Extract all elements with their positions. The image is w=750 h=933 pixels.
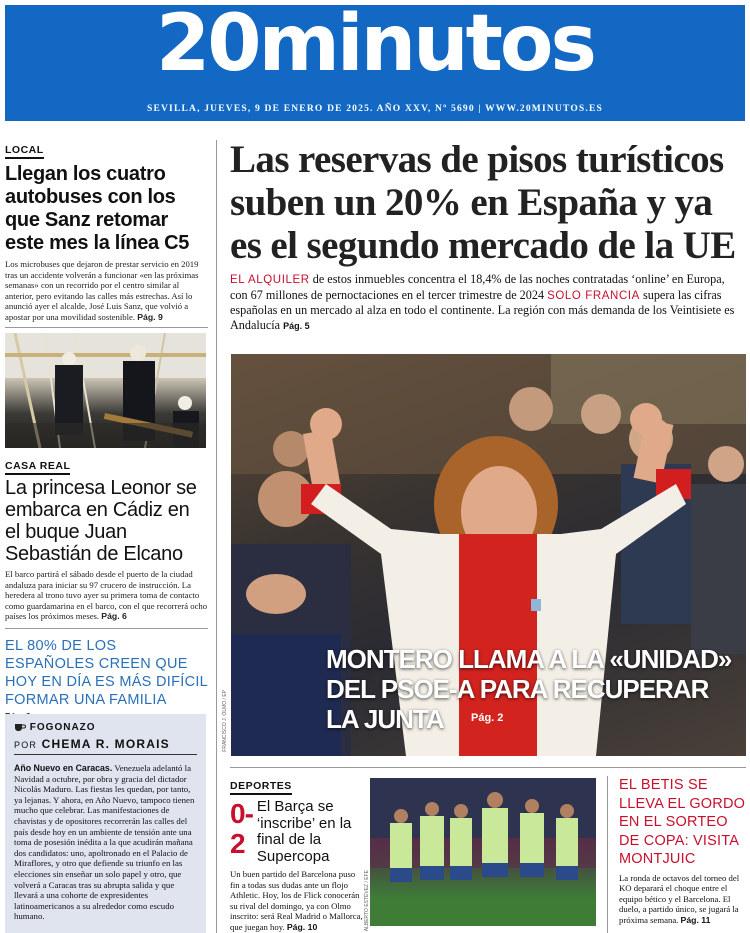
- casareal-body: [5, 569, 208, 622]
- casareal-block: [5, 456, 208, 622]
- column-rule: [607, 776, 608, 933]
- local-page: Pág. 9: [137, 311, 163, 322]
- fogonazo-body: Venezuela adelantó la Navidad a octubre, por obra y gracia del dictador Nicolás Maduro. Las fiestas les quedan, por tanto, ya lejanas. Y ahora, en Año Nuevo, tampoco tienen mucho que celebrar. Las manifestaciones de chavistas y de opositores recorrerán las calles del país desde hoy en un ambiente de tensión ante una toma de posesión inédita a la que acudirán mañana dos candidatos: uno, apoltronado en el Palacio de Miraflores, y otro que defiende su triunfo en las elecciones sin enseñar un solo papel y otro, que volverá a Caracas tras su abrupta salida y que llevará a una cohorte de expresidentes latinoamericanos a su alrededor como escudo humano.: [14, 763, 195, 922]
- photo-page: Pág. 2: [471, 712, 504, 724]
- stat-block: [5, 637, 208, 722]
- divider: [5, 327, 208, 328]
- fogonazo-title: FOGONAZO: [29, 722, 96, 733]
- fogonazo-author[interactable]: CHEMA R. MORAIS: [41, 737, 170, 751]
- left-column: [5, 140, 208, 322]
- section-label-deportes: DEPORTES: [230, 780, 292, 795]
- section-label-local: LOCAL: [5, 144, 44, 159]
- betis-page: Pág. 11: [680, 914, 711, 925]
- fogonazo-by: POR: [14, 740, 38, 750]
- masthead: [5, 0, 745, 121]
- deportes-body-text: Un buen partido del Barcelona puso fin a todas sus dudas ante un flojo Athletic. Hoy, los de Flick conocerán su rival del domingo, ya con Olmo inscrito: será Real Madrid o Mallorca, que juegan hoy.: [230, 869, 363, 932]
- deportes-headline[interactable]: El Barça se ‘inscribe’ en la final de la Supercopa: [256, 798, 352, 865]
- main-sub-2: supera las cifras españolas en un mercado al alza en todo el continente. La región con más demanda de los Veintisiete es Andalucía: [230, 287, 735, 332]
- divider: [230, 767, 746, 768]
- barca-photo-credit: ALBERTO ESTÉVEZ / EFE: [364, 870, 370, 932]
- main-sub-1: de estos inmuebles concentra el 18,4% de las noches contratadas ‘online’ en Europa, con 67 millones de pernoctaciones en el tercer trimestre de 2024: [230, 272, 725, 302]
- fogonazo-header: [14, 722, 197, 733]
- divider: [5, 628, 208, 629]
- photo-caption[interactable]: MONTERO LLAMA A LA «UNIDAD» DEL PSOE-A PARA RECUPERAR LA JUNTA: [326, 644, 732, 734]
- local-body-text: Los microbuses que dejaron de prestar servicio en 2019 tras un accidente volverán a funcionar «en las próximas semanas» con un recorrido por el centro similar al anterior, pero evitando las calles más estrechas. Así lo anunció ayer el alcalde, José Luis Sanz, que volvió a apostar por una movilidad sostenible.: [5, 259, 199, 322]
- main-headline[interactable]: Las reservas de pisos turísticos suben un 20% en España y ya es el segundo mercado de la UE: [230, 138, 736, 267]
- casareal-page: Pág. 6: [101, 611, 127, 621]
- dateline: SEVILLA, JUEVES, 9 DE ENERO DE 2025. AÑO XXV, Nº 5690 | WWW.20MINUTOS.ES: [146, 104, 604, 114]
- column-rule: [216, 140, 217, 933]
- deportes-page: Pág. 10: [286, 921, 318, 932]
- photo-credit: FRANCISCO J. OLMO / EP: [222, 690, 228, 752]
- deportes-headline-row: [230, 799, 365, 865]
- main-page: Pág. 5: [283, 320, 310, 331]
- logo[interactable]: 20minutos: [156, 0, 594, 89]
- deportes-score: 0-2: [230, 798, 253, 859]
- barca-photo[interactable]: [370, 778, 596, 926]
- main-keyword-2: SOLO FRANCIA: [547, 289, 640, 302]
- section-label-casareal: CASA REAL: [5, 460, 70, 475]
- montero-photo[interactable]: [231, 354, 746, 756]
- casareal-body-text: El barco partirá el sábado desde el puerto de la ciudad andaluza para iniciar su 97 crucero de instrucción. La heredera al trono tuvo ayer su primera toma de contacto como guardamarina en el barco, con el que recorrerá ocho países los próximos meses.: [5, 569, 208, 621]
- fogonazo-box: [5, 714, 206, 933]
- barca-photo-illustration: [370, 778, 596, 926]
- coffee-cup-icon: [14, 722, 26, 732]
- deportes-body: [230, 869, 365, 932]
- casareal-headline[interactable]: La princesa Leonor se embarca en Cádiz en el buque Juan Sebastián de Elcano: [5, 477, 197, 565]
- local-body: [5, 259, 208, 322]
- betis-headline[interactable]: EL BETIS SE LLEVA EL GORDO EN EL SORTEO DE COPA: VISITA MONTJUIC: [619, 777, 746, 867]
- leonor-photo-illustration: [5, 333, 206, 448]
- betis-body-text: La ronda de octavos del torneo del KO deparará el choque entre el equipo bético y el Barcelona. El duelo, a partido único, se jugará la próxima semana.: [619, 872, 740, 925]
- stat-text[interactable]: EL 80% DE LOS ESPAÑOLES CREEN QUE HOY EN DÍA ES MÁS DIFÍCIL FORMAR UNA FAMILIA: [5, 638, 208, 708]
- deportes-block: [230, 776, 365, 932]
- main-subheadline: [230, 272, 745, 333]
- main-keyword-1: EL ALQUILER: [230, 274, 310, 286]
- fogonazo-text: [14, 763, 197, 922]
- local-headline[interactable]: Llegan los cuatro autobuses con los que Sanz retomar este mes la línea C5: [5, 163, 190, 254]
- fogonazo-lead: Año Nuevo en Caracas.: [14, 763, 113, 773]
- betis-block: [619, 776, 747, 925]
- betis-body: [619, 873, 747, 926]
- fogonazo-author-line: [14, 737, 197, 755]
- leonor-photo[interactable]: [5, 333, 206, 448]
